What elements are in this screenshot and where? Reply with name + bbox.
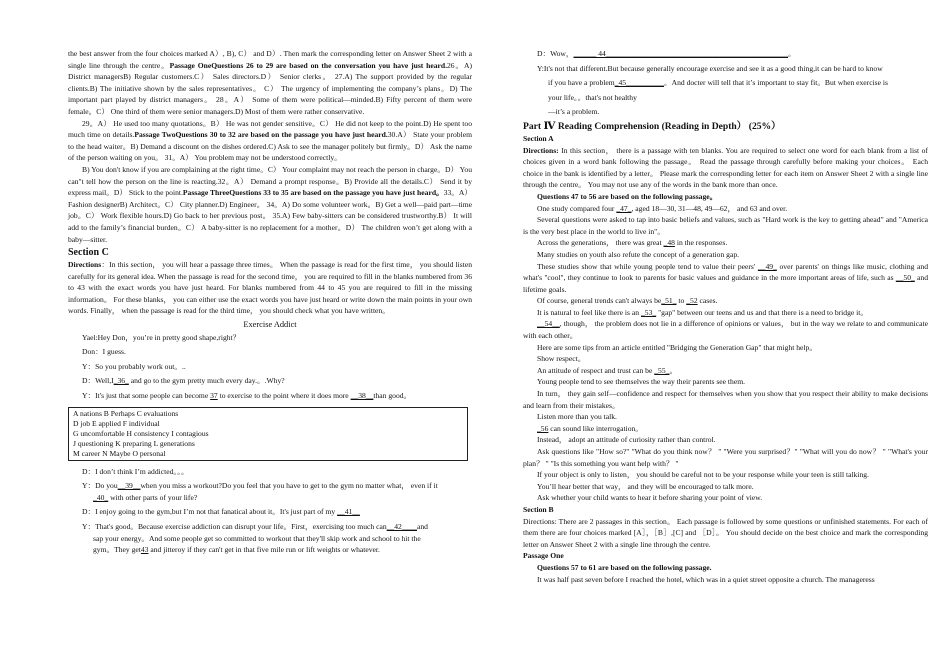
word-bank-box [68,407,468,461]
passage-line: Ask whether your child wants to hear it before sharing your point of view. [537,493,763,503]
blank-41[interactable]: __41__ [337,507,360,517]
dialogue-line: Yael:Hey Don，you’re in pretty good shape,right？ [82,332,241,342]
dialogue-line-cont: your life。。that's not healthy [548,92,637,102]
passage-line: In turn， they gain self—confidence and respect for themselves when you show that you respect their ability to make decisions and learn from their mistakes。 [523,389,928,410]
listening-passage-two: 29。A） He used too many quotations。B） He was not gender sensitive。C） He did not keep to the point.D) He spent too much time on details.Passage TwoQuestions 30 to 32 are based on the passage you have just heard.30.A） State your problem to the head waiter。B) Demand a discount on the dishes ordered.C) Ask to see the manager politely but firmly。D） Ask the name of the person waiting on you。 31。A） You problem may not be understood correctly。 [68,118,472,163]
blank-50[interactable]: __50_ [895,273,915,283]
blank-44[interactable]: ______ 44________________________________________________ [573,49,789,58]
blank-43[interactable]: 43 [140,545,149,555]
blank-45[interactable]: _45__________ [614,78,664,88]
passage-line: Many studies on youth also refute the concept of a generation gap. [537,249,740,259]
passage-one-heading: Passage One [523,551,564,561]
passage-line: You’ll hear better that way， and they will be encouraged to talk more. [537,481,754,491]
blank-49[interactable]: __49_ [757,261,777,271]
passage-line: Ask questions like "How so?" "What do you think now？ " "Were you surprised？" "What will you do now？ " "What's your plan？ " "Is this something you want help with？ " [523,447,928,468]
word-bank-row: D job E applied F individual [73,418,160,428]
dialogue-line: D：Wow，______ 44________________________________________________。 [537,49,796,58]
blank-51[interactable]: _51_ [661,296,677,306]
blank-36[interactable]: _36_ [113,376,129,386]
blank-47[interactable]: _47_ [616,203,632,213]
blank-40[interactable]: _40_ [93,492,109,502]
section-a-directions: Directions: In this section， there is a passage with ten blanks. You are required to select one word for each blank from a list of choices given in a word bank following the passage。 Read the passage through carefully before making your choices。 Each choice in the bank is identified by a letter。 Please mark the corresponding letter for each item on Answer Sheet 2 with a single line through the centre。 You may not use any of the words in the bank more than once. [523,145,928,190]
dialogue-line: Y：That's good。Because exercise addiction can disrupt your life。First，exercising too much can__42____and [82,522,428,531]
questions-57-61-heading: Questions 57 to 61 are based on the following passage. [537,562,712,572]
dialogue-line-cont: _40_ with other parts of your life? [93,492,198,502]
right-column [523,48,928,585]
listening-passage-three: B) You don't know if you are complaining at the right time。C） Your complaint may not reach the person in charge。D） You can"t tell how the person on the line is reacting.32。A） Demand a prompt response。B) Provide all the details.C） Send it by express mail。D） Stick to the point.Passage ThreeQuestions 33 to 35 are based on the passage you have just heard。33。A） Fashion designerB) Architect。C） City planner.D) Engineer。 34。A) Do some volunteer work。B) Get a well—paid part—time job。C） Work flexible hours.D) Go back to her previous post。 35.A) Few baby-sitters can be considered trustworthy.B） It will add to the family’s financial burden。C） A baby-sitter is no replacement for a mother。D） The children won’t get along with a baby—sitter. [68,164,472,244]
dialogue-line: Y：So you probably work out。.. [82,361,186,371]
questions-47-56-heading: Questions 47 to 56 are based on the following passage。 [537,191,718,201]
dialogue-line: D：I don’t think I’m addicted。。。 [82,466,189,476]
blank-37[interactable]: 37 [210,391,218,401]
passage-line: Of course, general trends can't always be_51_ to _52 cases. [537,296,718,306]
listening-passage-one: the best answer from the four choices marked A）, B), C） and D）. Then mark the corresponding letter on Answer Sheet 2 with a single line through the centre。Passage OneQuestions 26 to 29 are based on the conversation you have just heard.26。A) District managersB) Regular customers.C） Sales directors.D） Senior clerks。 27.A) The support provided by the regular clients.B) The initiative shown by the sales representatives。 C） The urgency of implementing the company’s plans。D) The important part played by district managers。 28。A） Some of them were political—minded.B) Fifty percent of them were female。C） One third of them were senior managers.D) Most of them were rather conservative. [68,49,472,116]
blank-52[interactable]: _52 [686,296,698,306]
dialogue-line-cont: gym。They get43 and jitteroy if they can't get in that five mile run or lift weights or whatever. [93,545,380,555]
blank-38[interactable]: __38__ [350,391,374,401]
section-b-directions: Directions: There are 2 passages in this section。 Each passage is followed by some questions or unfinished statements. For each of them there are four choices marked [A］，［B］,[C] and ［D］。 You should decide on the best choice and mark the corresponding letter on Answer Sheet 2 with a single line through the centre. [523,516,928,549]
blank-48[interactable]: _48 [663,238,675,248]
word-bank-row: A nations B Perhaps C evaluations [73,408,179,418]
passage-line: It is natural to feel like there is an _53_ "gap" between our teens and us and that there is a need to bridge it。 [537,307,868,317]
dialogue-line: Y：It's just that some people can become 37 to exercise to the point where it does more __38__than good。 [82,391,412,401]
dialogue-line: Don：I guess. [82,347,126,357]
word-bank-row: J questioning K preparing L generations [73,438,195,448]
passage-line: Several questions were asked to tap into basic beliefs and values, such as "Hard work is the key to getting ahead" and "America is the very best place in the world to live in"。 [523,215,928,236]
dialogue-line-cont: —it’s a problem. [548,107,600,117]
section-c-directions: Directions：In this section， you will hear a passage three times。 When the passage is read for the first time， you should listen carefully for its general idea. When the passage is read for the second time， you are required to fill in the blanks numbered from 36 to 43 with the exact words you have just heard. For blanks numbered from 44 to 45 you are required to fill in the missing information。 For these blanks， you can either use the exact words you have just heard or write down the main points in your own words. Finally， when the passage is read for the third time， you should check what you have written。 [68,260,472,316]
passage-line: One study compared four _47_, aged 18—30, 31—48, 49—62， and 63 and over. [537,203,788,213]
word-bank-row: G uncomfortable H consistency I contagious [73,428,209,438]
part-iv-heading: Part Ⅳ Reading Comprehension (Reading in Depth） (25%） [523,120,781,132]
blank-56[interactable]: _56 [537,423,549,433]
dialogue-line-cont: sap your energy。And some people get so committed to workout that they'll skip work and school to hit the [93,533,421,543]
blank-53[interactable]: _53_ [640,307,657,317]
word-bank-row: M career N Maybe O personal [73,448,166,458]
passage-line: An attitude of respect and trust can be _55_。 [537,365,678,375]
passage-line: If your object is only to listen， you should be careful not to be your response while your teen is still talking. [537,470,869,480]
blank-55[interactable]: _55_ [654,365,670,375]
left-column [68,48,472,556]
section-c-heading: Section C [68,247,109,259]
dialogue-line: D：Well,I_36_ and go to the gym pretty much every day.。.Why? [82,376,285,386]
section-b-heading: Section B [523,504,554,514]
passage-line: Listen more than you talk. [537,412,617,422]
dialogue-title: Exercise Addict [243,320,297,330]
passage-line: Across the generations， there was great _48 in the responses. [537,238,728,248]
dialogue-line: D：I enjoy going to the gym,but I’m not that fanatical about it。It's just part of my __41__ [82,507,360,517]
passage-line: It was half past seven before I reached the hotel, which was in a quiet street opposite a church. The manageress [537,574,875,584]
dialogue-line: Y：Do you__39__when you miss a workout?Do you feel that you have to get to the gym no matter what， even if it [82,481,438,491]
blank-42[interactable]: __42____ [386,522,417,531]
blank-39[interactable]: __39__ [117,481,141,491]
passage-line: Instead， adopt an attitude of curiosity rather than control. [537,435,716,445]
passage-line: Here are some tips from an article entitled "Bridging the Generation Gap" that might help。 [537,342,817,352]
passage-line: Young people tend to see themselves the way their parents see them. [537,377,746,387]
passage-line: __54__, though， the problem does not lie in a difference of opinions or values， but in the way we relate to and communicate with each other。 [523,319,928,341]
passage-line: Show respect。 [537,354,586,364]
dialogue-line: Y:It's not that different.But because generally encourage exercise and see it as a good thing,it can be hard to know [537,63,883,73]
passage-line: These studies show that while young people tend to value their peers' __49_ over parents' on things like music, clothing and what's "cool", they continue to look to parents for basic values and guidance in the more important areas of life, such as __50_ and lifetime goals. [523,261,929,294]
section-a-heading: Section A [523,133,554,143]
dialogue-line-cont: if you have a problem_45__________。And docter will tell that it’s important to stay fit。But when exercise is [548,78,888,88]
blank-54[interactable]: __54__ [537,319,560,329]
passage-line: _56 can sound like interrogation。 [537,423,643,433]
